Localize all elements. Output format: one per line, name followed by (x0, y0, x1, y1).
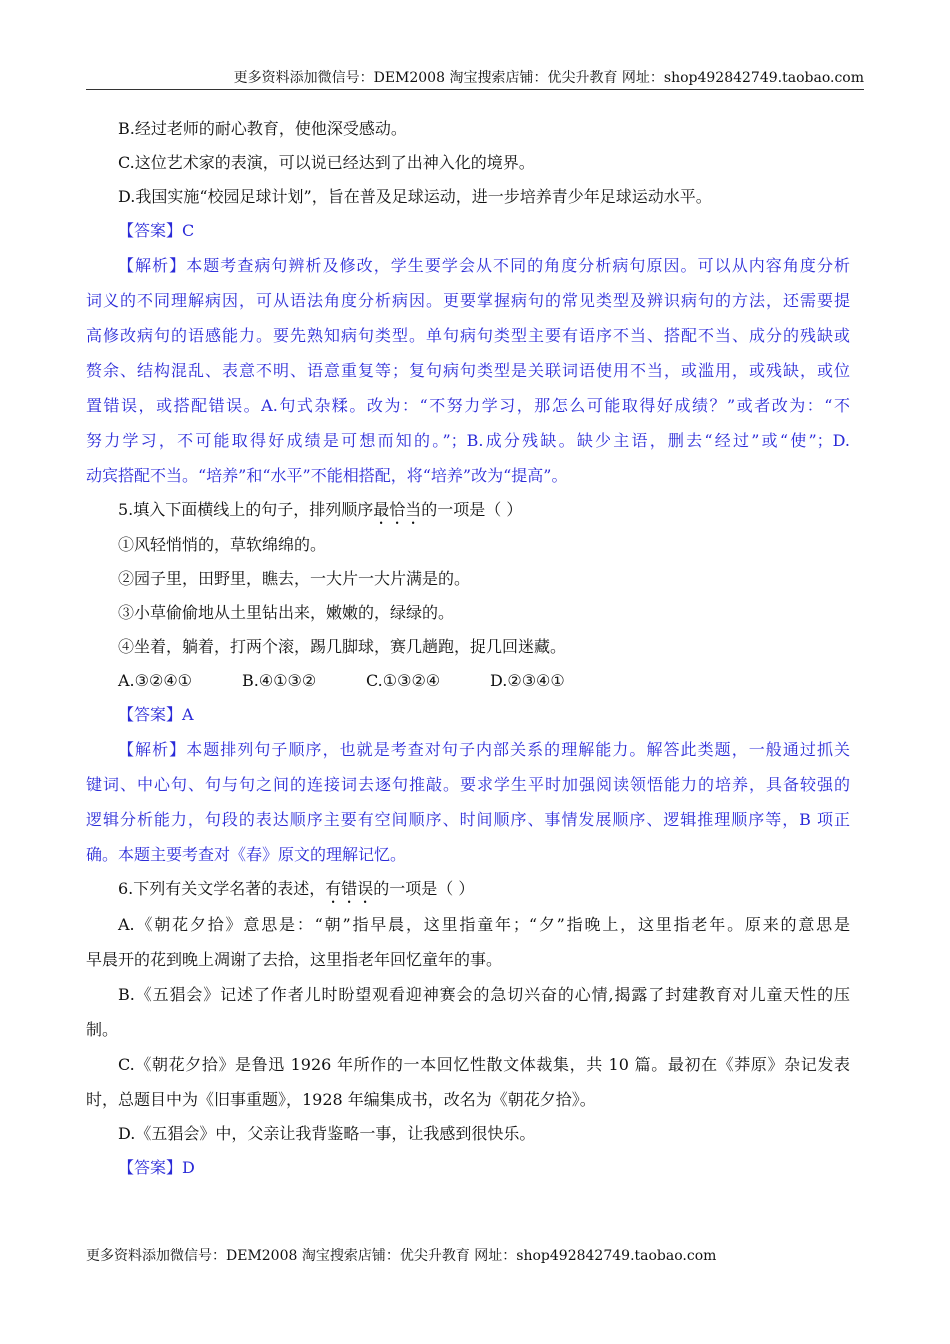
q5-sentence: ④坐着，躺着，打两个滚，踢几脚球，赛几趟跑，捉几回迷藏。 (118, 637, 567, 656)
analysis-line: 逻辑分析能力，句段的表达顺序主要有空间顺序、时间顺序、事情发展顺序、逻辑推理顺序等，B 项正 (86, 810, 850, 829)
answer-label: 【答案】 (118, 1158, 183, 1177)
analysis-line: 置错误，或搭配错误。A.句式杂糅。改为：“不努力学习，那怎么可能取得好成绩？”或者改为：“不 (86, 396, 850, 415)
answer-label: 【答案】 (118, 221, 183, 240)
answer-label: 【答案】 (118, 705, 183, 724)
page-content (86, 112, 850, 1185)
analysis-line: 赘余、结构混乱、表意不明、语意重复等；复句病句类型是关联词语使用不当，或滥用，或残缺，或位 (86, 361, 850, 380)
q4-option-b: B.经过老师的耐心教育，使他深受感动。 (118, 119, 407, 138)
q4-option-c: C.这位艺术家的表演，可以说已经达到了出神入化的境界。 (118, 153, 535, 172)
q5-stem (86, 493, 850, 528)
analysis-line: 词义的不同理解病因，可从语法角度分析病因。更要掌握病句的常见类型及辨识病句的方法，还需要提 (86, 291, 850, 310)
analysis-line: 键词、中心句、句与句之间的连接词去逐句推敲。要求学生平时加强阅读领悟能力的培养，具备较强的 (86, 775, 850, 794)
q6-stem-before: 6.下列有关文学名著的表述， (118, 879, 326, 898)
q5-option-b: B.④①③② (242, 671, 317, 690)
q6-option-a (86, 907, 850, 977)
option-line: A.《朝花夕拾》意思是：“朝”指早晨，这里指童年；“夕”指晚上，这里指老年。原来的意思是 (118, 915, 850, 934)
q6-option-d: D.《五猖会》中，父亲让我背鉴略一事，让我感到很快乐。 (118, 1124, 536, 1143)
q6-option-b (86, 977, 850, 1047)
page-footer: 更多资料添加微信号：DEM2008 淘宝搜索店铺：优尖升教育 网址：shop492842749.taobao.com (86, 1248, 717, 1264)
page-header: 更多资料添加微信号：DEM2008 淘宝搜索店铺：优尖升教育 网址：shop492842749.taobao.com (233, 70, 864, 86)
q5-answer (86, 698, 850, 732)
q4-analysis-cont (86, 283, 850, 493)
q6-answer (86, 1151, 850, 1185)
q5-stem-before: 5.填入下面横线上的句子，排列顺序 (118, 500, 374, 519)
q6-stem-emphasis: 有错误 (325, 879, 374, 898)
q6-option-c (86, 1047, 850, 1117)
analysis-line: 确。本题主要考查对《春》原文的理解记忆。 (86, 845, 407, 864)
option-line: 时，总题目中为《旧事重题》，1928 年编集成书，改名为《朝花夕拾》。 (86, 1090, 596, 1109)
q5-stem-after: 的一项是（ ） (421, 500, 523, 519)
option-line: 早晨开的花到晚上凋谢了去拾，这里指老年回忆童年的事。 (86, 950, 503, 969)
answer-value: D (182, 1158, 195, 1177)
q6-stem (86, 872, 850, 907)
q5-analysis (86, 732, 850, 872)
answer-value: A (182, 705, 194, 724)
q5-stem-emphasis: 最恰当 (373, 500, 422, 519)
option-line: C.《朝花夕拾》是鲁迅 1926 年所作的一本回忆性散文体裁集，共 10 篇。最初在《莽原》杂记发表 (118, 1055, 850, 1074)
q5-option-d: D.②③④① (490, 671, 565, 690)
q4-analysis (86, 248, 850, 283)
q5-sentence: ②园子里，田野里，瞧去，一大片一大片满是的。 (118, 569, 471, 588)
analysis-line: 高修改病句的语感能力。要先熟知病句类型。单句病句类型主要有语序不当、搭配不当、成分的残缺或 (86, 326, 850, 345)
header-divider (86, 89, 864, 90)
q5-option-c: C.①③②④ (366, 671, 441, 690)
q5-sentence: ③小草偷偷地从土里钻出来，嫩嫩的，绿绿的。 (118, 603, 455, 622)
q6-stem-after: 的一项是（ ） (373, 879, 475, 898)
analysis-line: 努力学习，不可能取得好成绩是可想而知的。”；B.成分残缺。缺少主语，删去“经过”或“使”；D. (86, 431, 850, 450)
option-line: B.《五猖会》记述了作者儿时盼望观看迎神赛会的急切兴奋的心情,揭露了封建教育对儿童天性的压 (118, 985, 850, 1004)
analysis-line: 【解析】本题考查病句辨析及修改，学生要学会从不同的角度分析病句原因。可以从内容角度分析 (118, 256, 850, 275)
q4-answer (86, 214, 850, 248)
q5-option-a: A.③②④① (118, 671, 193, 690)
analysis-line: 动宾搭配不当。“培养”和“水平”不能相搭配，将“培养”改为“提高”。 (86, 466, 568, 485)
option-line: 制。 (86, 1020, 119, 1039)
analysis-line: 【解析】本题排列句子顺序，也就是考查对句子内部关系的理解能力。解答此类题，一般通过抓关 (118, 740, 850, 759)
answer-value: C (182, 221, 195, 240)
q5-options (86, 664, 850, 698)
q5-sentence: ①风轻悄悄的，草软绵绵的。 (118, 535, 327, 554)
q4-option-d: D.我国实施“校园足球计划”，旨在普及足球运动，进一步培养青少年足球运动水平。 (118, 187, 712, 206)
